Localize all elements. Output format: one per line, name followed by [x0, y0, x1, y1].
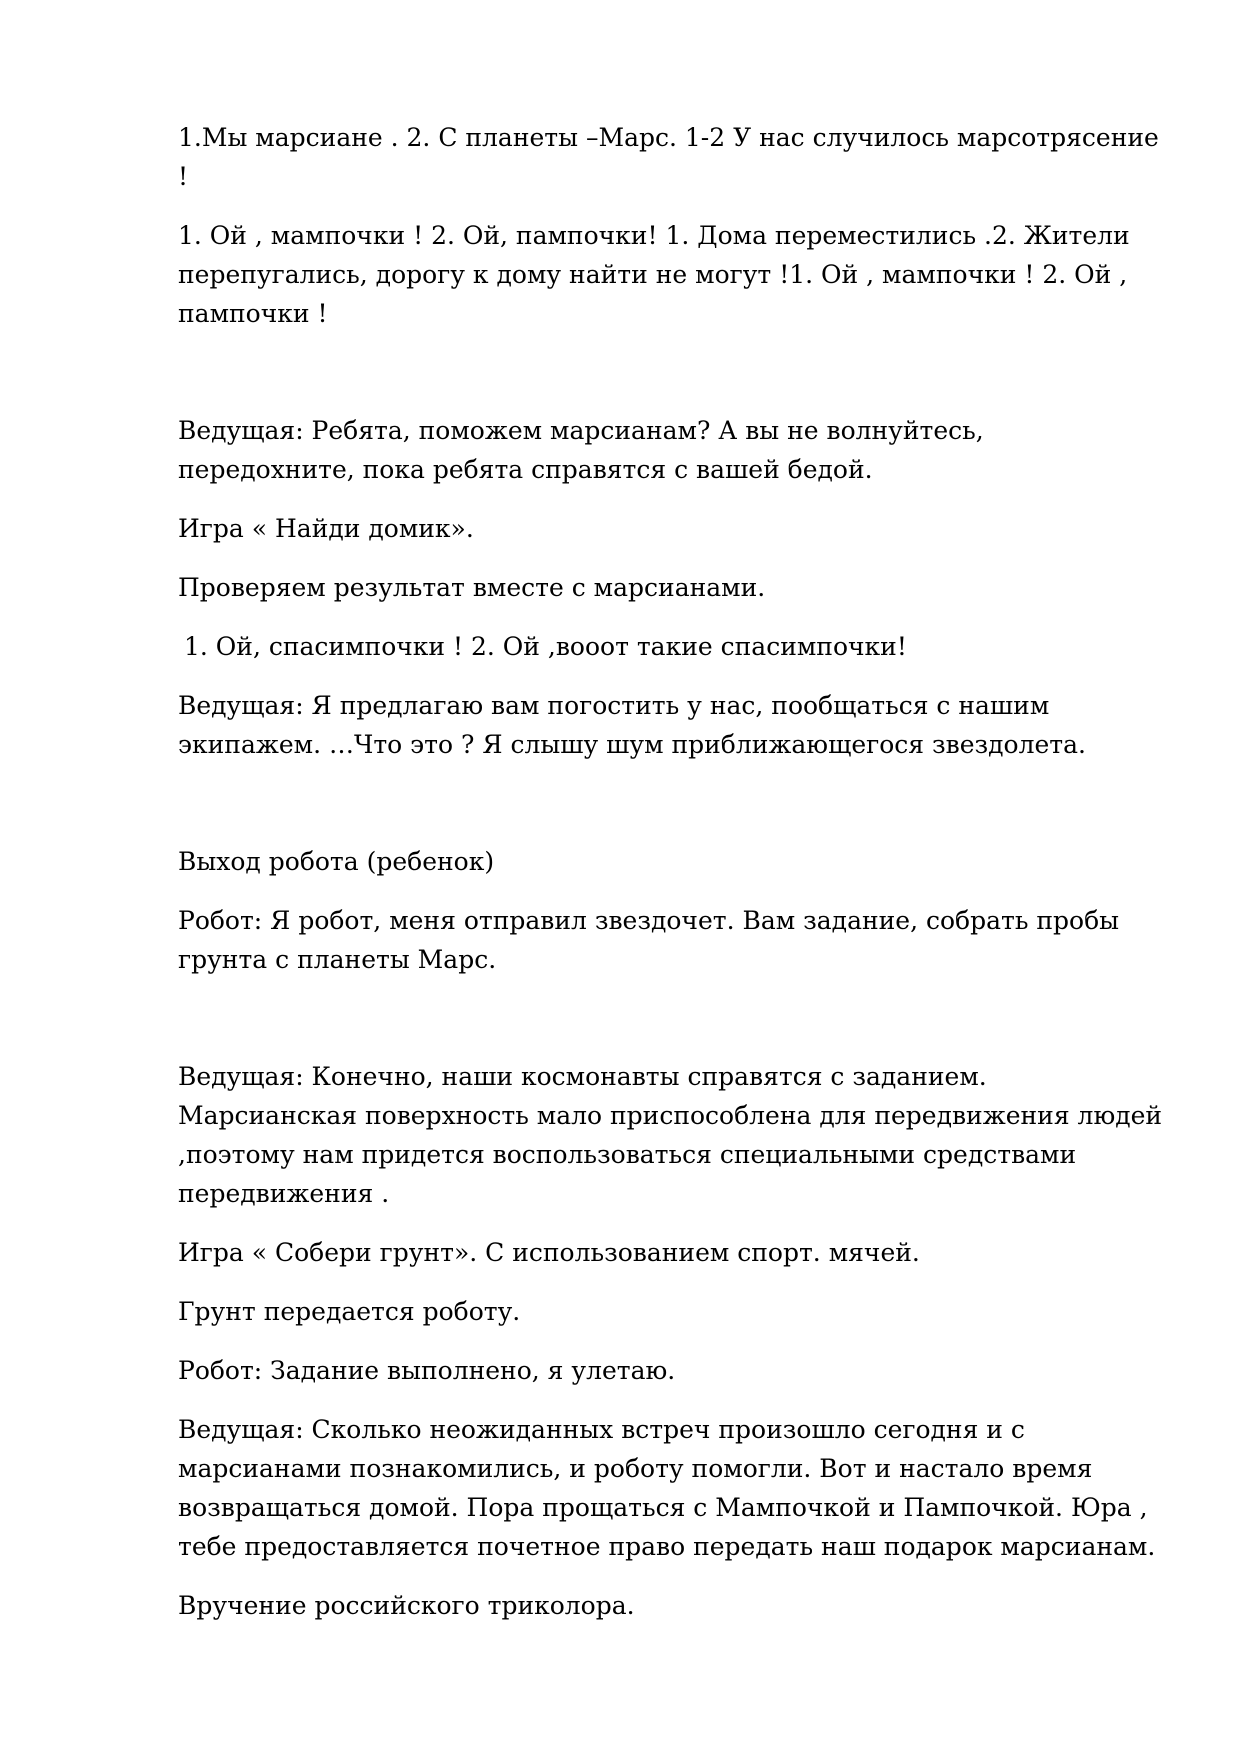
- paragraph-martians-intro: 1.Мы марсиане . 2. С планеты –Марс. 1-2 У нас случилось марсотрясение !: [178, 123, 1159, 191]
- paragraph-host-invite: Ведущая: Я предлагаю вам погостить у нас, пообщаться с нашим экипажем. …Что это ? Я слышу шум приближающегося звездолета.: [178, 691, 1086, 759]
- paragraph-soil-handover: Грунт передается роботу.: [178, 1297, 521, 1326]
- paragraph-martians-thanks: 1. Ой, спасимпочки ! 2. Ой ,вооот такие спасимпочки!: [184, 632, 907, 661]
- paragraph-tricolor: Вручение российского триколора.: [178, 1591, 635, 1620]
- paragraph-martians-exclaim: 1. Ой , мампочки ! 2. Ой, пампочки! 1. Дома переместились .2. Жители перепугались, дорогу к дому найти не могут !1. Ой , мампочки ! 2. Ой , пампочки !: [178, 221, 1130, 328]
- blank-line: [178, 353, 1168, 411]
- paragraph-host-surface: Ведущая: Конечно, наши космонавты справятся с заданием. Марсианская поверхность мало приспособлена для передвижения людей ,поэтому нам придется воспользоваться специальными средствами передвижения .: [178, 1062, 1163, 1208]
- paragraph-game-collect-soil: Игра « Собери грунт». С использованием спорт. мячей.: [178, 1238, 920, 1267]
- paragraph-robot-task: Робот: Я робот, меня отправил звездочет. Вам задание, собрать пробы грунта с планеты Марс.: [178, 906, 1120, 974]
- blank-line: [178, 784, 1168, 842]
- paragraph-robot-entrance: Выход робота (ребенок): [178, 847, 495, 876]
- paragraph-robot-leaves: Робот: Задание выполнено, я улетаю.: [178, 1356, 676, 1385]
- paragraph-game-find-house: Игра « Найди домик».: [178, 514, 474, 543]
- paragraph-host-farewell: Ведущая: Сколько неожиданных встреч произошло сегодня и с марсианами познакомились, и роботу помогли. Вот и настало время возвращаться домой. Пора прощаться с Мампочкой и Пампочкой. Юра , тебе предоставляется почетное право передать наш подарок марсианам.: [178, 1415, 1156, 1561]
- document-body: [178, 118, 1168, 1645]
- paragraph-host-help: Ведущая: Ребята, поможем марсианам? А вы не волнуйтесь, передохните, пока ребята справятся с вашей бедой.: [178, 416, 984, 484]
- paragraph-check-result: Проверяем результат вместе с марсианами.: [178, 573, 766, 602]
- blank-line: [178, 999, 1168, 1057]
